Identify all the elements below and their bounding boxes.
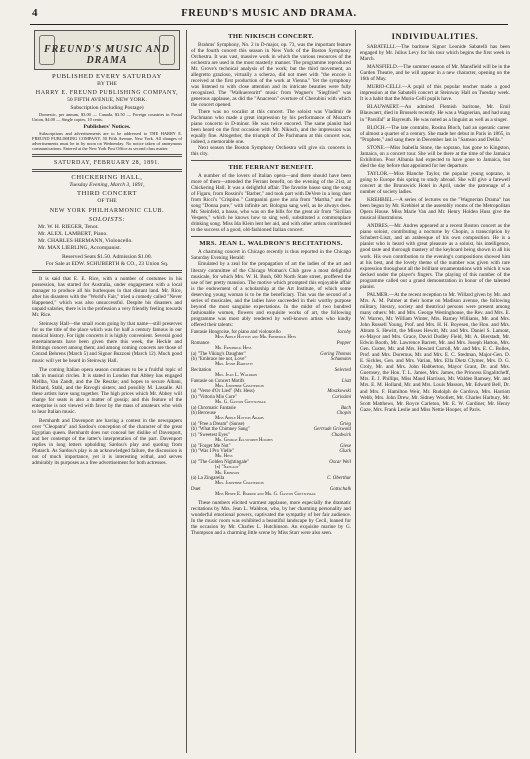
article-paragraph: Bernhardt and Davenport are having a contest in the newspapers over "Cleopatra" and Sardou's conception of the character of the great Egyptian queen. Bernhardt does not conceal her dislike of Davenport, and her contempt of the latter's interpretation of the part. Davenport replies in long letters upholding Sardou's play and quoting from Plutarch. As Sardou's play is an acknowledged failure, the discussion is not of much importance, yet it is interesting withal, and serves admirably its purposes as a free advertisement for both actresses.	[32, 417, 182, 467]
concert-advertisement	[32, 175, 182, 267]
article-paragraph: The coming Italian opera season continues to be a fruitful topic of talk in musical circles. It is stated in London that Abbey has engaged Mellba, Van Zandt, and the De Reszke; and hopes to secure Albani, Richard, Stahl, and the Ravogli sisters; and possibly M. Lassalle. All these artists have sung together. The high prices which Mr. Abbey will charge for seats is also a matter of gossip; and this feature of the enterprise is not viewed with favor by the mass of amateurs who wish to hear Italian music.	[32, 366, 182, 415]
programme-list	[191, 330, 351, 498]
individuality-text: —At the recent reception to Mr. Willard given by Mr. and Mrs. A. M. Palmer at their home on Madison avenue, the following military, literary, society and theatrical persons were present among many others: Mr. and Mrs. George Westinghouse, the Rev. and Mrs. E. W. Warren, Mr. William Winter, Mrs. Barney Williams, Mr. and Mrs. John Russell Young, Prof. and Mrs. H. H. Boyesen, the Hon. and Mrs. Abram S. Hewitt, the Misses Hewitt, Mr. and Mrs. Daniel S. Lamont, ex-Mayor and Mrs. Grace, David Dudley Field, Mr. A. Bierstadt, Mr. Edwin Booth, Mr. Lawrence Barrett, Mr. and Mrs. Joseph Hatton, Mrs. Gen. Custer, Mr. and Mrs. Howard Carroll, Mr. and Mrs. E. C. Bolles, Prof. and Mrs. Doremus, Mr. and Mrs. E. C. Stedman, Major-Gen. D. E. Sickles, Gen. and Mrs. Varian, Mrs. Ella Dietz Clymer, Mrs. D. G. Croly, Mr. and Mrs. John Habberton, Mayor Grant, Dr. and Mrs. Guernsey, the Hon. T. L. James, Mrs. James, the Princess Engalitcheff, Mrs. E. J. Phillips, Miss Maud Harrison, Mr. Walden Ramsey, Mr. and Mrs. E. M. Holland, Mr. and Mrs. Louis Masson, Mr. Edward Bell, Dr. and Mrs. F. Hamilton Weir, Mr. Rudolph de Cordova, Mrs. Harriott Webb, Mrs. John Drew, Mr. Sidney Woollett, Mr. Charles Harbury, Mr. Scott Matthews, Mr. Royce Carleton, Mr. E. W. Gardiner, Mr. Henry Gaze, Mrs. Frank Leslie and Miss Nettie Hooper, of Paris.	[360, 291, 510, 413]
article-paragraph: Steinway Hall—the small room going by that name—still preserves for us the title of the place which was for half a century famous in our musical history. For light concerts it is highly convenient. Several good entertainments have been given there this week, the Heckle and Brittings concert among them; and among coming concerts are those of Conrad Behrens (March 5) and Signor Buzzoni (March 12). Much good music will yet be heard in Steinway Hall.	[32, 321, 182, 364]
programme-piece: Mr. Hess	[215, 454, 233, 460]
programme-piece: Mrs. Jessie Bartlett	[215, 362, 254, 368]
masthead-logo	[34, 30, 180, 70]
concert-title: THIRD CONCERT	[77, 190, 137, 198]
individuality-name: ANDRES.	[367, 223, 390, 230]
programme-piece: (a) Chromatic Fantasie	[191, 405, 236, 411]
programme-piece: (b) "Vittoria Mio Core"	[191, 394, 237, 400]
column-right	[360, 30, 510, 753]
subscription-text: Domestic, per annum, $3.00 — Canada, $3.50 — Foreign countries in Postal Union, $4.00 — Single copies, 10 cents.	[32, 112, 182, 123]
article-paragraph: Emulated by a zeal for the propagation of art the ladies of the art and literary committee of the Chicago Woman's Club gave a most delightful musicale, for which Mrs. W. H. Bush, 600 North State street, proffered the use of her pretty mansion. The motive which prompted this enjoyable affair is the endowment of a scholarship at the Art Institute, of which some deserving young woman is to be the beneficiary. This was the second of a series of musicales, and the ladies have succeeded in their worthy purpose beyond the most sanguine expectations. In the midst of two hundred fashionable women, flowers and exquisite works of art, the following programme was most ably rendered by well-known artists who kindly offered their talents:	[191, 261, 351, 328]
programme-piece: Fantasie on Concert Motifs	[191, 378, 245, 384]
article-paragraph: There was no vocalist at this concert. The soloist was Vladimir de Pachmann who made a great impression by his performance of Mozart's piano concerto in D-minor. He was twice encored. The same pianist had been heard on the first occasion with Mr. Nikisch, and the impression was equally fine. Altogether, the triumph of De Pachmann at this concert was, indeed, a memorable one.	[191, 108, 351, 145]
soloist: Mr. MAX LIEBLING, Accompanist.	[38, 244, 121, 251]
individuality-name: PALMER.	[367, 291, 389, 298]
individuality-name: BLOCH.	[367, 124, 386, 131]
article-paragraph: A charming concert in Chicago recently is thus reported in the Chicago Saturday Evening Herald:	[191, 249, 351, 262]
individuality-text: —Mr. Andres appeared at a recent Boston concert as the piano soloist, contributing a nocturne by Chopin, a transcription by Schubert-Liszt, and an arabesque of his own composition. He is a pianist who is heard with great pleasure as a soloist, his intelligence, good taste and thorough mastery of the keyboard being shown in all his work. His own contribution to the evening's compositions showed him at his best, and the lovely theme of the number was given with rare expression throughout all the brilliant ornamentations with which it was decked under the player's fingers. The playing of this number of the programme called out a grand demonstration in honor of the talented pianist.	[360, 223, 510, 290]
individuality-item	[360, 145, 510, 169]
programme-composer: Jacoby	[337, 329, 351, 335]
programme-piece: (a) "Free a Dream" (Sunse)	[191, 421, 245, 427]
individualities-list	[360, 44, 510, 413]
programme-piece: (b) "Was I Pro Vielle"	[191, 448, 234, 454]
masthead-by: BY THE	[97, 81, 117, 88]
individuality-text: —The summer season of Mr. Mansfield will be in the Garden Theatre, and he will appear in a new character, opening on the 16th of May.	[360, 64, 510, 83]
nikisch-heading: THE NIKISCH CONCERT.	[228, 33, 314, 40]
individuality-item	[360, 84, 510, 102]
programme-piece: Mr. Frederick Hess	[215, 346, 252, 352]
individuality-item	[360, 44, 510, 62]
individuality-text: —The baritone Signor Leonide Sabatelli has been engaged by Mr. Julius Levy for his tour which begins the first week in March.	[360, 44, 510, 63]
programme-composer: Schumann	[330, 357, 351, 362]
programme-piece: (b) "Embrace me not, Love"	[191, 357, 247, 362]
individuality-item	[360, 171, 510, 195]
programme-piece: (b) Berceuse	[191, 411, 216, 417]
individuality-text: —A pupil of this popular teacher made a good impression at the Sabatelli concert at Steinway Hall on Tuesday week. It is a habit that the Murio-Celli pupils have.	[360, 84, 510, 103]
masthead-title: FREUND'S MUSIC AND DRAMA	[44, 44, 170, 66]
individuality-name: BLAUWAERT.	[367, 104, 400, 111]
article-paragraph: A number of the lovers of Italian opera—and there should have been more of them—attended the Ferrant benefit, on the evening of the 21st, at Chickering Hall. It was a delightful affair. The favorite basso sang the song of Figaro, from Rossini's "Barber," and took part with DeVere in a long duet from Ricci's "Crispino." Campanini gave the aria from "Martha," and the song "Donna pure," with infinite art. Bologna sang well, as he always does. Mr. Steinfeld, a basso, who was on the bills for the great air from "Sicilian Vespers," which he knows how to sing well, substituted a commonplace drinking song. Miss Ida Klein lent her aid, and with other artists contributed to the success of a good, old-fashioned Italian concert.	[191, 172, 351, 234]
concert-date: Tuesday Evening, March 3, 1891,	[69, 182, 145, 189]
programme-piece: Mr. Emerson	[215, 470, 240, 476]
programme-composer: Gluck	[339, 448, 351, 454]
individuality-name: MANSFIELD.	[367, 64, 398, 71]
programme-piece: (c) "Sweetest Eyes"	[191, 432, 230, 438]
programme-piece: Fantasie Hongroise, for piano and violoncello	[191, 329, 281, 335]
programme-composer: Gottschalk	[329, 486, 351, 492]
soloist: Mr. CHARLES HERMANN, Violoncello.	[38, 237, 133, 244]
column-rule	[355, 30, 356, 753]
programme-composer: Oscar Weil	[329, 459, 351, 465]
individuality-text: —An admired Flemish baritone, Mr. Emil Blauwaert, died in Brussels recently. He was a Wagnerian, and had sung in "Parsifal" at Bayreuth. He was noted as a linguist as well as a singer.	[360, 104, 510, 123]
programme-item	[191, 492, 351, 497]
programme-composer: C. Oberthur	[327, 475, 351, 481]
programme-piece: (b) "Sanglot"	[215, 465, 241, 471]
notices-title: Publishers' Notices.	[83, 124, 131, 131]
issue-date: SATURDAY, FEBRUARY 28, 1891.	[54, 160, 160, 167]
individuality-item	[360, 197, 510, 221]
seat-prices: Reserved Seats $1.50. Admission $1.00.	[61, 253, 153, 260]
soloist: Mr. W. H. RIEGER, Tenor.	[38, 223, 99, 230]
programme-composer: Chadwick	[331, 432, 351, 438]
programme-piece: (a) "The Viking's Daughter"	[191, 351, 246, 357]
programme-composer: Liszt	[341, 378, 351, 384]
programme-piece: Mrs. Josephine Chatterton	[215, 481, 264, 487]
masthead-published: PUBLISHED EVERY SATURDAY	[52, 73, 162, 80]
individuality-name: STONE.	[367, 144, 385, 151]
divider	[191, 160, 351, 161]
article-paragraph: Next season the Boston Symphony Orchestra will give six concerts in this city.	[191, 144, 351, 157]
article-paragraph: These numbers elicited warmest applause, more especially the dramatic recitations by Mrs. Jean L. Waldron, who, by her charming personality and wonderful emotional powers, captivated the sympathy of her fair audience. In the music room was exhibited a beautiful landscape by Cecil, loaned for the occasion by Mr. Charles L. Hutchinson. An exquisite marine by G. Thompson and a charming little scene by Miss Starr were also seen.	[191, 499, 351, 536]
individuality-name: MURIO-CELLI.	[367, 84, 403, 91]
concert-club: NEW YORK PHILHARMONIC CLUB.	[49, 207, 165, 214]
programme-composer: Popper	[336, 340, 351, 346]
soloist: Mr. ALEX. LAMBERT, Piano.	[38, 230, 108, 237]
programme-composer: Selected	[334, 367, 351, 373]
individuality-name: KREHBIEL.	[367, 197, 394, 204]
individuality-item	[360, 104, 510, 122]
notices-text: Subscriptions and advertisements are to be addressed to THE HARRY E. FREUND PUBLISHING COMPANY, 50 Fifth Avenue, New York. All changes of advertisements must be in by noon on Wednesday. No notice taken of anonymous communications. Entered at the New York Post Office as second class matter.	[32, 131, 182, 152]
programme-piece: (a) "The Golden Nightingale"	[191, 459, 250, 465]
programme-piece: Mrs. Josephine Chatterton	[215, 384, 264, 390]
programme-piece: Mr. George Ellsworth Holmes	[215, 438, 273, 444]
programme-piece: (a) La Zingarella	[191, 475, 225, 481]
column-middle	[191, 30, 351, 753]
concert-org: OF THE	[97, 198, 117, 205]
programme-composer: Goring Thomas	[320, 351, 351, 357]
programme-piece: Romance	[191, 340, 210, 346]
benefit-heading: THE FERRANT BENEFIT.	[228, 163, 314, 171]
individuality-text: —The late contralto, Rosina Bloch, had an operatic career of almost a quarter of a century. She made her debut in Paris in 1865, in "Prophete," and sang there in December last in "Samson and Delila."	[360, 124, 510, 143]
individuality-item	[360, 292, 510, 413]
divider	[191, 236, 351, 237]
column-left	[32, 30, 182, 753]
programme-piece: Miss Adele Hutton and Mr. Frederick Hess	[215, 335, 297, 341]
divider	[32, 270, 182, 273]
programme-piece: Mr. G. Gaston Gottschalk	[215, 400, 266, 406]
programme-piece: Miss Adele Hutton Adams	[215, 416, 264, 422]
individuality-name: TAYLOR.	[367, 170, 389, 177]
column-rule	[186, 30, 187, 753]
concert-hall: CHICKERING HALL,	[71, 174, 143, 182]
programme-piece: (a) "Verse d'Or Lied" (Mr. Hess)	[191, 389, 255, 395]
article-paragraph: It is said that E. E. Rice, with a number of costumes in his possession, has started for Australia, under engagement with a local manager to produce all his burlesques in that distant land. Mr. Rice, after his disasters with the "World's Fair," tried a comedy called "Never Happened," which was also unsuccessful. Despite his disasters and unpaid salaries, there is in the profession a very friendly feeling towards Mr. Rice.	[32, 275, 182, 319]
programme-piece: Mrs. Jean L. Waldron	[215, 373, 258, 379]
page-header	[30, 6, 508, 25]
programme-composer: Carissimi	[331, 394, 351, 400]
masthead-company: HARRY E. FREUND PUBLISHING COMPANY,	[35, 90, 179, 97]
programme-piece: Miss Renee E. Barker and Mr. G. Gaston Gottschalk	[215, 492, 316, 498]
programme-composer: Bach	[340, 405, 351, 411]
programme-composer: Grieg	[339, 421, 351, 427]
programme-piece: Recitation	[191, 367, 212, 373]
programme-piece: (b) "What the Chimney Sang"	[191, 427, 250, 433]
individuality-text: —Miss Isabella Stone, the soprano, has gone to Kingston, Jamaica, on a concert tour. She will be there at the time of the Jamaica Exhibition. Poor Albania had expected to have gone to Jamaica, but died the day before that appointed for her departure.	[360, 144, 510, 169]
ticket-sale: For Sale at EDW. SCHUBERTH & CO., 23 Union Sq.	[45, 260, 169, 267]
individuality-item	[360, 64, 510, 82]
individuality-item	[360, 223, 510, 290]
individuality-text: —Miss Blanche Taylor, the popular young soprano, is going to Europe this spring to study abroad. She will give a farewell concert at the Brunswick Hotel in April, under the patronage of a number of society ladies.	[360, 170, 510, 196]
individuality-item	[360, 125, 510, 143]
programme-composer: Moszkowski	[327, 389, 351, 395]
programme-piece: (a) "Forget Me Not"	[191, 443, 231, 449]
individuality-text: —A series of lectures on the "Wagnerian Drama" has been begun by Mr. Krehbiel at the assembly rooms of the Metropolitan Opera House. Miss Marie Van and Mr. Henry Holden Huss give the musical illustrations.	[360, 197, 510, 222]
programme-composer: Gertrude Griswold	[313, 427, 351, 433]
page-number: 4	[32, 7, 38, 19]
individualities-heading: INDIVIDUALITIES.	[391, 31, 479, 41]
soloists-title: SOLOISTS:	[88, 215, 126, 223]
waldron-heading: MRS. JEAN L. WALDRON'S RECITATIONS.	[199, 240, 343, 248]
article-paragraph: Brahms' Symphony, No. 2 in D-major, op. 73, was the important feature of the fourth concert this season in New York of the Boston Symphony Orchestra. It was vast, massive work in which the various resources of the orchestra are used in the most masterly manner. The programme reproduced Mr. Grove's technical analysis of the work; but the third movement, an allegretto grazioso, virtually a scherzo, did not meet with "the encore it received at the first production of the work at Vienna." Yet the symphony was listened to with close attention and its intricate beauties were fully recognized. The "Walkuerenritt" music from Wagner's "Siegfried" was generous applause, as did the "Anacreon" overture of Cherubini with which the concert opened.	[191, 42, 351, 109]
programme-piece: Duet	[191, 486, 201, 492]
individuality-name: SABATELLI.	[367, 44, 396, 50]
programme-composer: Chopin	[336, 411, 351, 417]
running-title: FREUND'S MUSIC AND DRAMA.	[181, 8, 357, 19]
divider	[32, 154, 182, 157]
masthead-address: 50 FIFTH AVENUE, NEW YORK.	[67, 97, 147, 104]
divider	[32, 169, 182, 172]
programme-composer: Giese	[339, 443, 351, 449]
subscription-title: Subscription (including Postage)	[70, 105, 144, 112]
